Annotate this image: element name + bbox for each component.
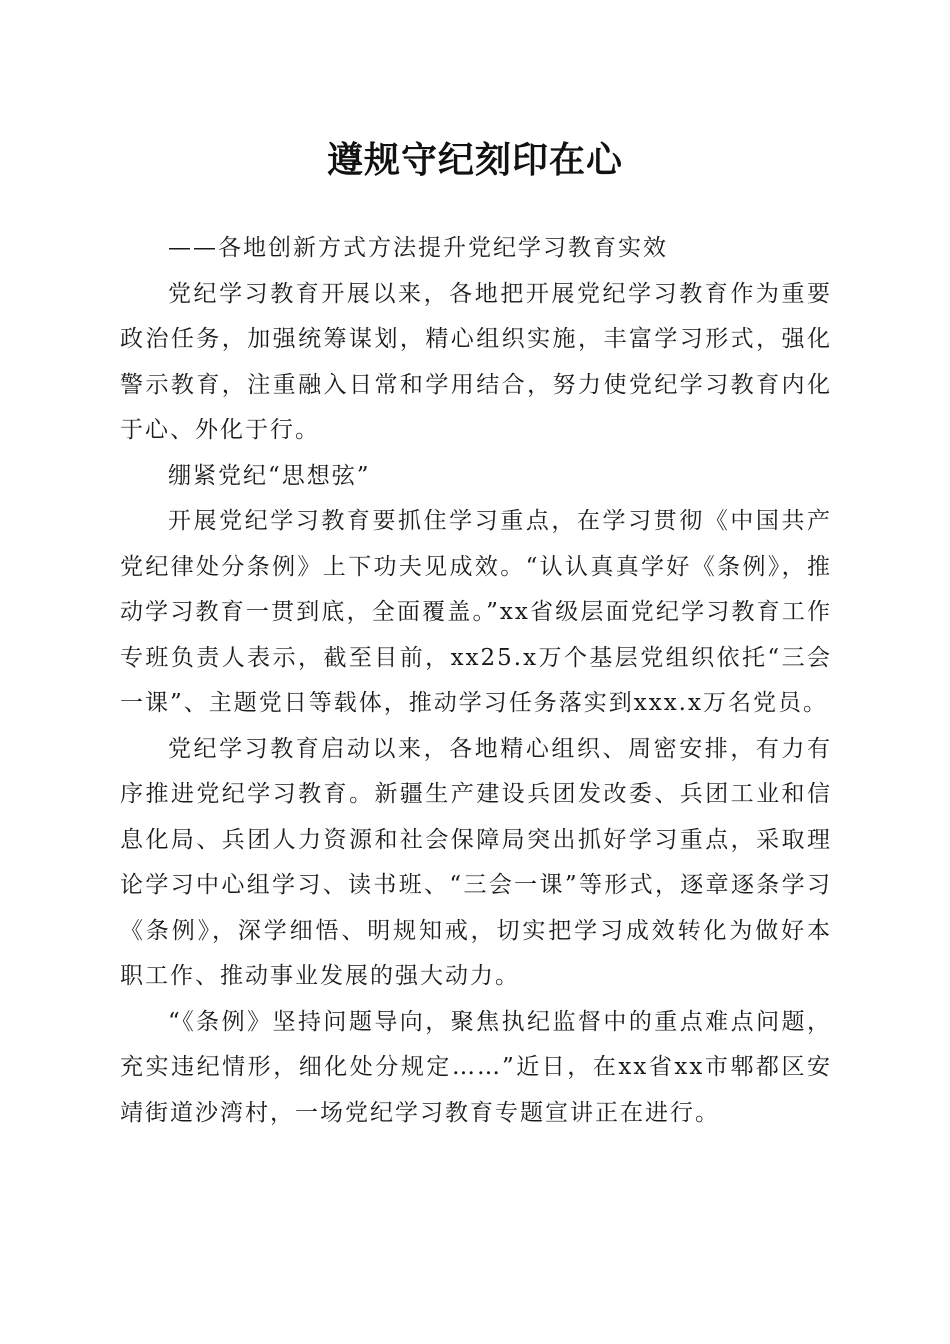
subtitle: ——各地创新方式方法提升党纪学习教育实效 xyxy=(168,235,668,261)
section-heading: 绷紧党纪“思想弦” xyxy=(168,462,371,489)
document-body xyxy=(120,226,832,1136)
paragraph-body: “《条例》坚持问题导向，聚焦执纪监督中的重点难点问题，充实违纪情形，细化处分规定……”近日，在xx省xx市郫都区安靖街道沙湾村，一场党纪学习教育专题宣讲正在进行。 xyxy=(120,1008,832,1126)
paragraph-intro: 党纪学习教育开展以来，各地把开展党纪学习教育作为重要政治任务，加强统筹谋划，精心组织实施，丰富学习形式，强化警示教育，注重融入日常和学用结合，努力使党纪学习教育内化于心、外化于行。 xyxy=(120,280,832,443)
paragraph-body: 党纪学习教育启动以来，各地精心组织、周密安排，有力有序推进党纪学习教育。新疆生产建设兵团发改委、兵团工业和信息化局、兵团人力资源和社会保障局突出抓好学习重点，采取理论学习中心组学习、读书班、“三会一课”等形式，逐章逐条学习《条例》，深学细悟、明规知戒，切实把学习成效转化为做好本职工作、推动事业发展的强大动力。 xyxy=(120,735,832,989)
paragraph-body: 开展党纪学习教育要抓住学习重点，在学习贯彻《中国共产党纪律处分条例》上下功夫见成效。“认认真真学好《条例》，推动学习教育一贯到底，全面覆盖。”xx省级层面党纪学习教育工作专班负责人表示，截至目前，xx25.x万个基层党组织依托“三会一课”、主题党日等载体，推动学习任务落实到xxx.x万名党员。 xyxy=(120,508,832,716)
document-title: 遵规守纪刻印在心 xyxy=(326,139,623,181)
